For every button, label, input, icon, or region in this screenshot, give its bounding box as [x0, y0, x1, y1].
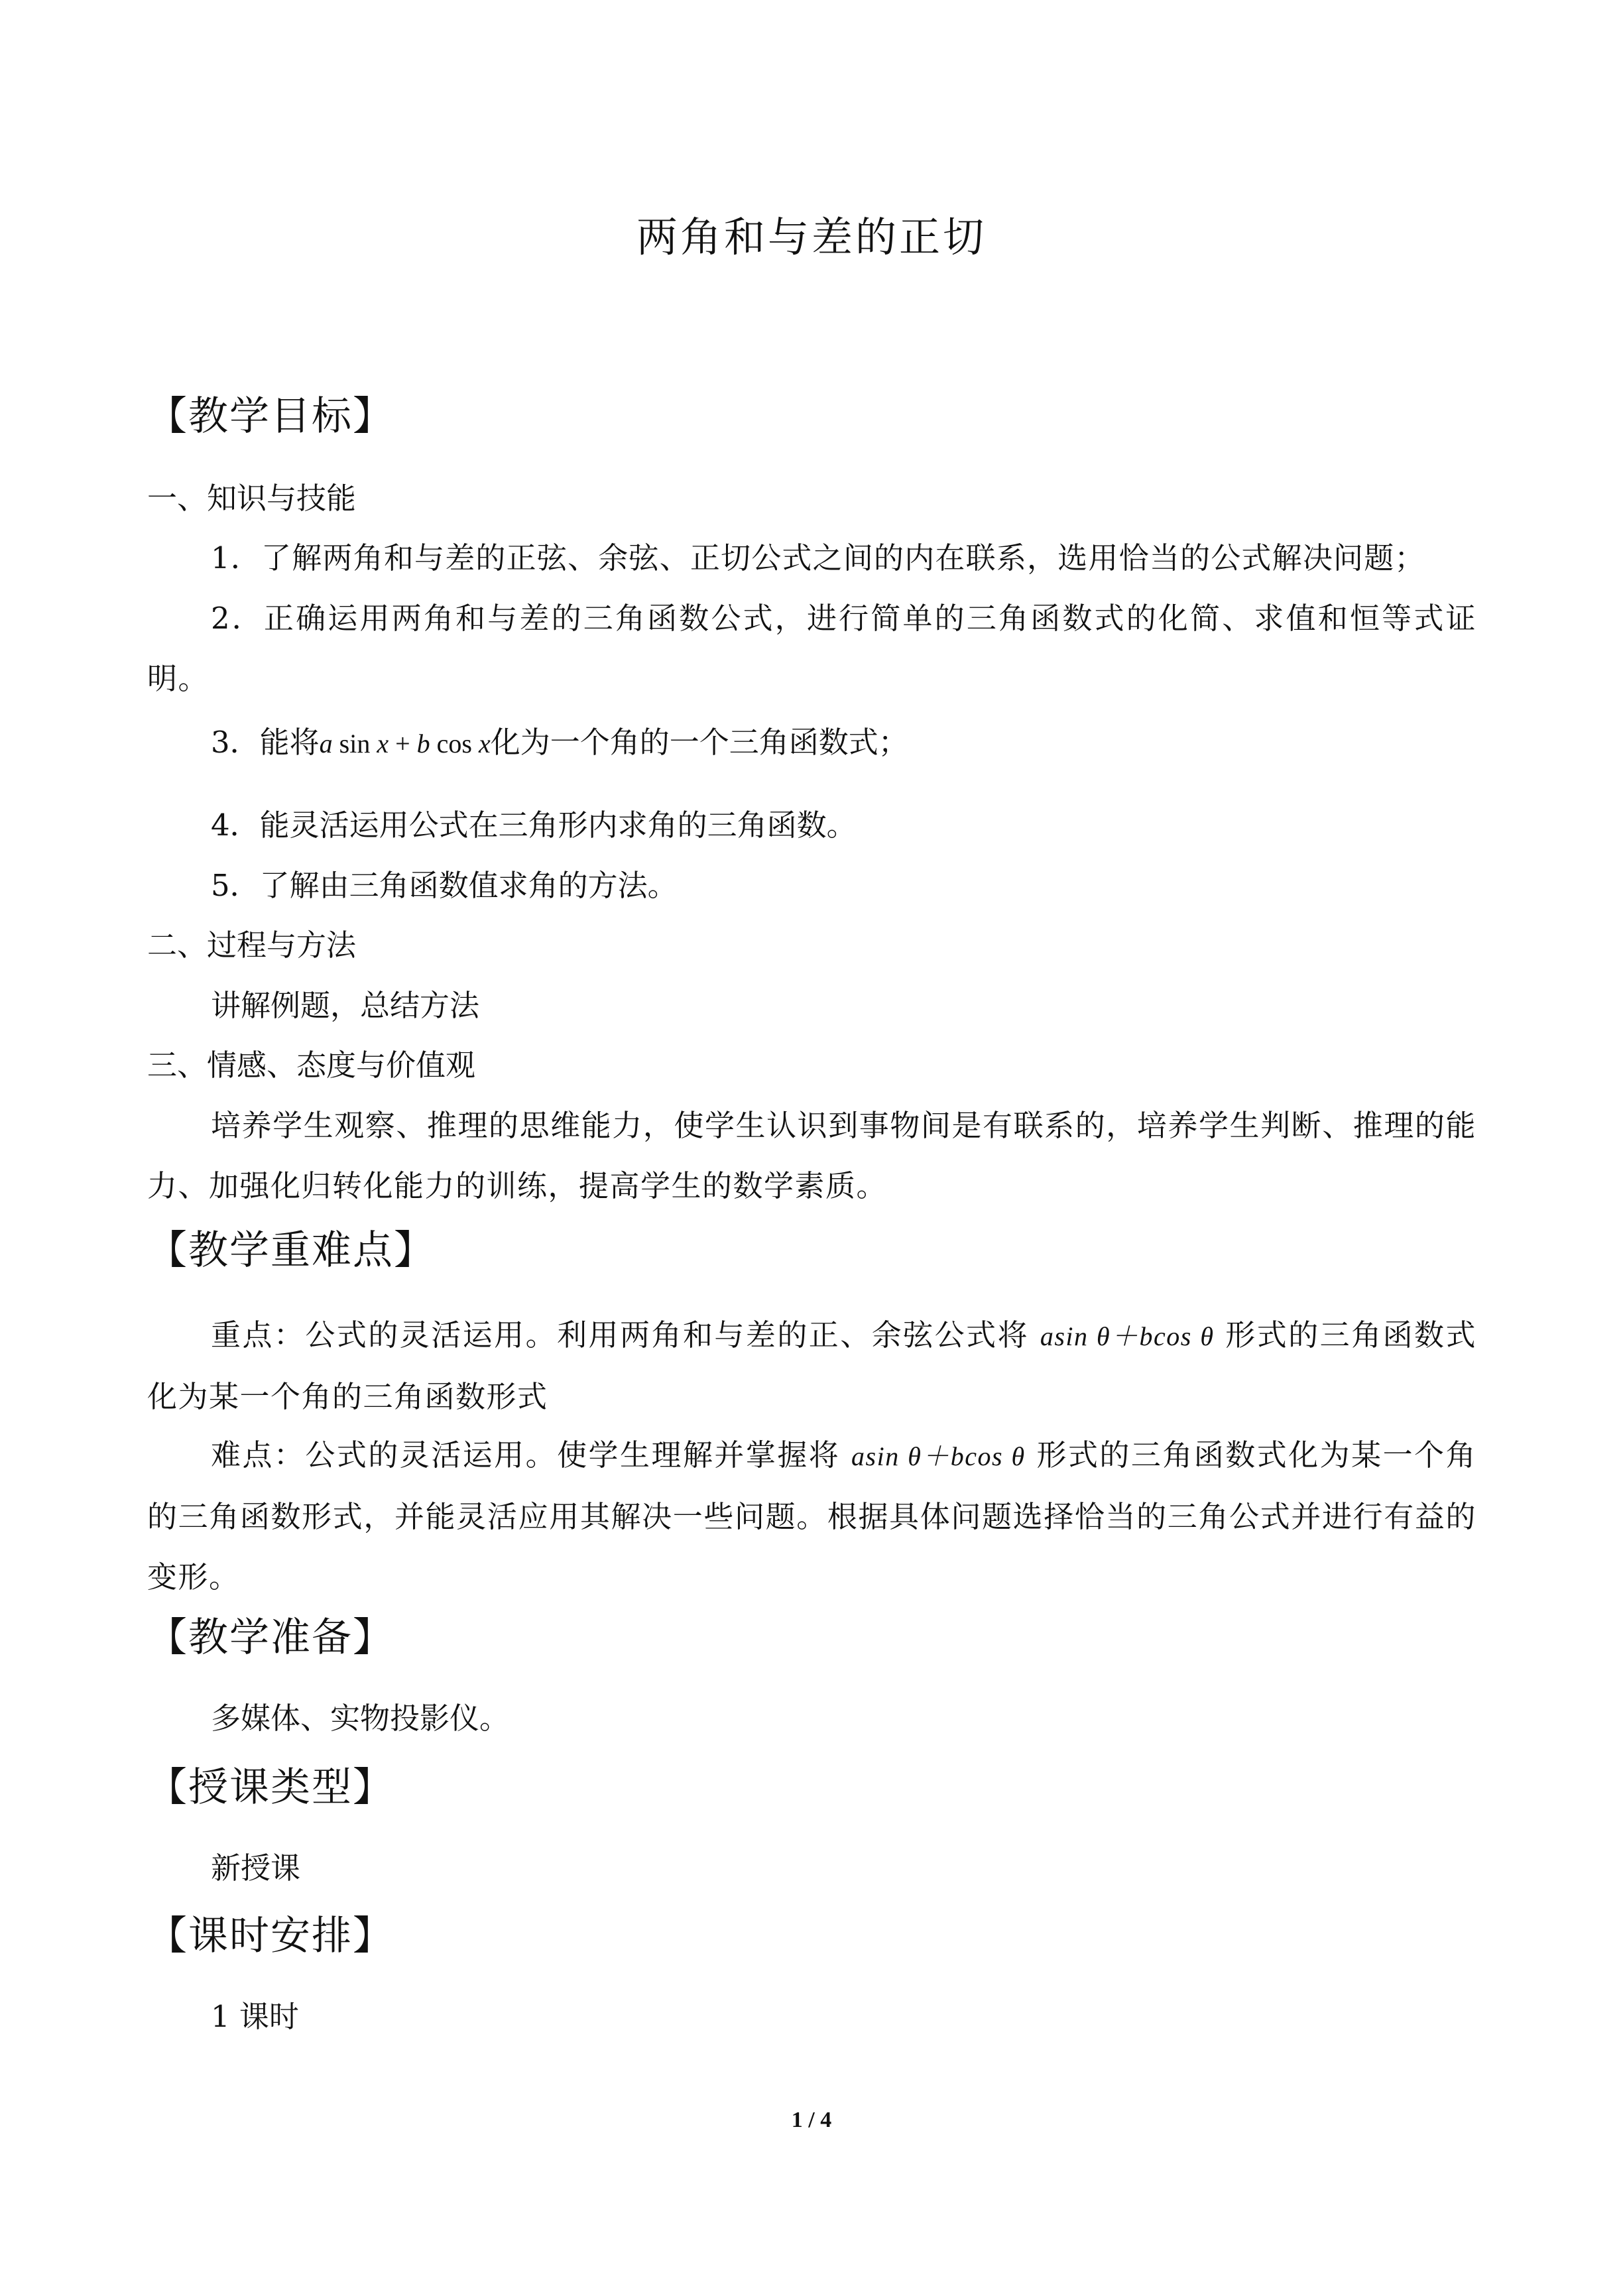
math-cos: cos	[436, 729, 472, 758]
section-heading-schedule: 【课时安排】	[147, 1913, 394, 1959]
math-x: x	[478, 729, 491, 758]
formula-asinx-bcosx	[320, 729, 491, 758]
section-heading-preparation: 【教学准备】	[147, 1614, 394, 1661]
subheading-knowledge-skills: 一、知识与技能	[147, 481, 357, 516]
key-point-content	[147, 1305, 1476, 1427]
math-sin: sin	[339, 729, 371, 758]
attitude-content: 培养学生观察、推理的思维能力，使学生认识到事物间是有联系的，培养学生判断、推理的能力、加强化归转化能力的训练，提高学生的数学素质。	[147, 1108, 1476, 1203]
difficulty-content	[147, 1425, 1476, 1607]
difficulty-prefix: 难点：公式的灵活运用。使学生理解并掌握将	[211, 1437, 841, 1473]
section-heading-lesson-type: 【授课类型】	[147, 1764, 394, 1811]
objective-item-1: 1．了解两角和与差的正弦、余弦、正切公式之间的内在联系，选用恰当的公式解决问题；	[211, 540, 1425, 575]
formula-asin-theta-bcos-theta: asin θ＋bcos θ	[851, 1441, 1026, 1471]
objective-item-3-suffix: 化为一个角的一个三角函数式；	[490, 725, 908, 760]
objective-item-2: 2．正确运用两角和与差的三角函数公式，进行简单的三角函数式的化简、求值和恒等式证明。	[147, 601, 1476, 696]
subheading-process-method: 二、过程与方法	[147, 928, 357, 963]
objective-item-5: 5．了解由三角函数值求角的方法。	[211, 868, 678, 903]
objective-item-3-prefix: 3．能将	[211, 725, 320, 760]
page-number: 1 / 4	[791, 2108, 832, 2132]
page-title: 两角和与差的正切	[636, 213, 987, 261]
objective-item-4: 4．能灵活运用公式在三角形内求角的三角函数。	[211, 808, 857, 843]
math-a: a	[319, 729, 333, 758]
section-heading-key-points: 【教学重难点】	[147, 1227, 435, 1274]
difficulty-suffix: 形式的三角函数式化为某一个角的三角函数形式，并能灵活应用其解决一些问题。根据具体问题选择恰当的三角公式并进行有益的变形。	[147, 1437, 1477, 1595]
schedule-content: 1 课时	[211, 1999, 299, 2034]
lesson-type-content: 新授课	[211, 1850, 301, 1886]
preparation-content: 多媒体、实物投影仪。	[211, 1701, 510, 1736]
key-point-prefix: 重点：公式的灵活运用。利用两角和与差的正、余弦公式将	[211, 1317, 1030, 1353]
section-heading-objectives: 【教学目标】	[147, 393, 394, 440]
math-plus: +	[395, 729, 410, 758]
math-x: x	[377, 729, 389, 758]
key-point-suffix: 形式的三角函数式化为某一个角的三角函数形式	[147, 1317, 1477, 1414]
subheading-attitude-values: 三、情感、态度与价值观	[147, 1048, 476, 1083]
formula-asin-theta-bcos-theta: asin θ＋bcos θ	[1040, 1321, 1215, 1351]
math-b: b	[416, 729, 430, 758]
process-content: 讲解例题，总结方法	[211, 988, 480, 1023]
objective-item-3	[211, 723, 908, 764]
